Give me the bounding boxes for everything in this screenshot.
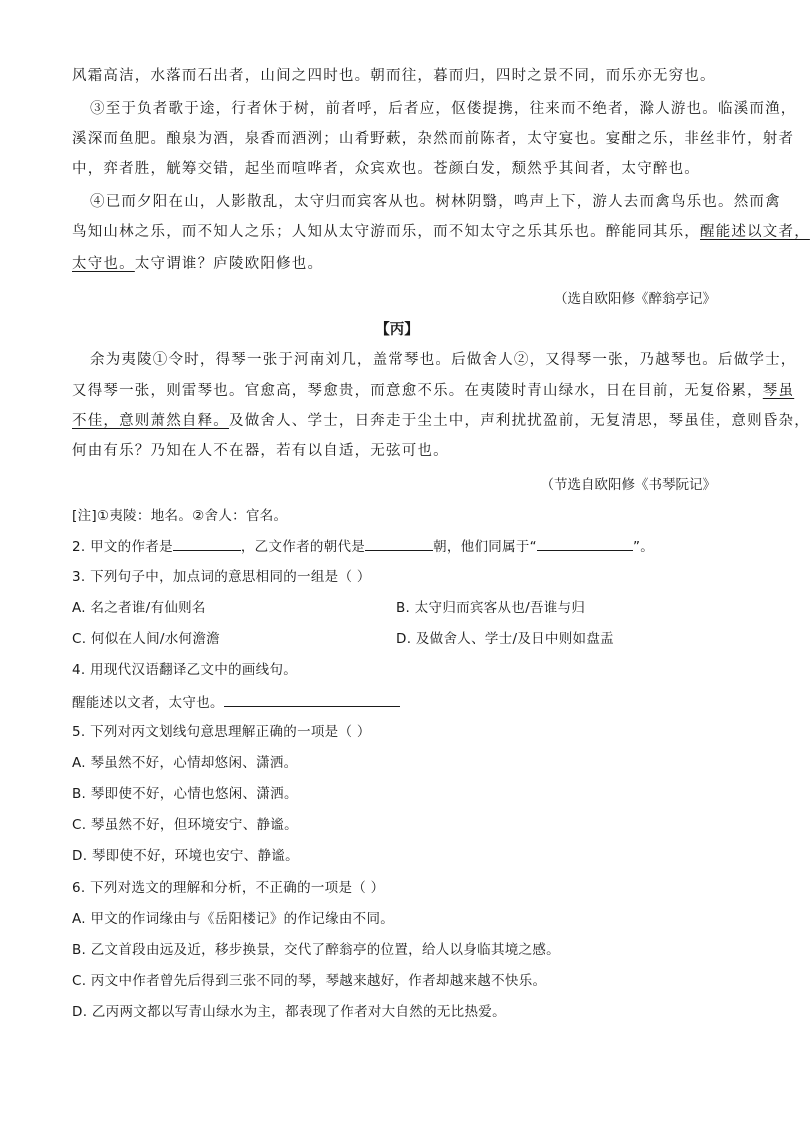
- yi-para3-line-1: ③至于负者歌于途，行者休于树，前者呼，后者应，伛偻提携，往来而不绝者，滁人游也。临溪而渔，: [90, 101, 797, 117]
- q3-option-b[interactable]: B. 太守归而宾客从也/吾谁与归: [396, 600, 586, 616]
- q2-text-b: ，乙文作者的朝代是: [240, 539, 366, 555]
- bing-underlined-part-1: 琴虽: [762, 383, 795, 399]
- q5-option-b[interactable]: B. 琴即使不好，心情也悠闲、潇洒。: [72, 786, 298, 802]
- yi-underlined-sentence-part-1: 醒能述以文者，: [700, 224, 810, 240]
- yi-para4-line-2-text: 鸟知山林之乐，而不知人之乐；人知从太守游而乐，而不知太守之乐其乐也。醉能同其乐，: [72, 224, 700, 240]
- q2-text-c: 朝，他们同属于“: [433, 539, 537, 555]
- q5-option-c[interactable]: C. 琴虽然不好，但环境安宁、静谧。: [72, 817, 298, 833]
- yi-para4-line-3-text: 太守谓谁？庐陵欧阳修也。: [134, 256, 324, 272]
- yi-para4-line-2: [72, 222, 810, 242]
- question-4-stem: 4. 用现代汉语翻译乙文中的画线句。: [72, 662, 298, 678]
- q2-text-a: 2. 甲文的作者是: [72, 539, 173, 555]
- q2-text-d: ”。: [632, 539, 655, 555]
- bing-line-2-text: 又得琴一张，则雷琴也。官愈高，琴愈贵，而意愈不乐。在夷陵时青山绿水，日在目前，无复俗累，: [72, 383, 763, 399]
- bing-line-1: 余为夷陵①令时，得琴一张于河南刘几，盖常琴也。后做舍人②，又得琴一张，乃越琴也。后做学士，: [90, 352, 797, 368]
- q4-sentence: 醒能述以文者，太守也。: [72, 695, 224, 711]
- question-5-stem: 5. 下列对丙文划线句意思理解正确的一项是（ ）: [72, 724, 371, 740]
- q5-option-d[interactable]: D. 琴即使不好，环境也安宁、静谧。: [72, 848, 299, 864]
- annotation-note: [注]①夷陵：地名。②舍人：官名。: [72, 508, 288, 524]
- yi-para4-line-1: ④已而夕阳在山，人影散乱，太守归而宾客从也。树林阴翳，鸣声上下，游人去而禽鸟乐也。然而禽: [90, 194, 781, 210]
- question-6-stem: 6. 下列对选文的理解和分析，不正确的一项是（ ）: [72, 880, 385, 896]
- bing-line-3: [72, 411, 810, 431]
- yi-para3-line-3: 中，弈者胜，觥筹交错，起坐而喧哗者，众宾欢也。苍颜白发，颓然乎其间者，太守醉也。: [72, 161, 700, 177]
- q3-option-c[interactable]: C. 何似在人间/水何澹澹: [72, 631, 220, 647]
- bing-line-2: [72, 381, 795, 401]
- yi-line-1: 风霜高洁，水落而石出者，山间之四时也。朝而往，暮而归，四时之景不同，而乐亦无穷也。: [72, 68, 716, 84]
- yi-source: （选自欧阳修《醉翁亭记》: [554, 291, 716, 307]
- q6-option-b[interactable]: B. 乙文首段由远及近，移步换景，交代了醉翁亭的位置，给人以身临其境之感。: [72, 942, 560, 958]
- q2-blank-dynasty[interactable]: [365, 536, 433, 551]
- yi-underlined-sentence-part-2: 太守也。: [72, 256, 135, 272]
- q2-blank-group[interactable]: [537, 536, 633, 551]
- bing-heading: 【丙】: [375, 322, 419, 338]
- q5-option-a[interactable]: A. 琴虽然不好，心情却悠闲、潇洒。: [72, 755, 298, 771]
- question-2: [72, 536, 732, 557]
- q3-option-d[interactable]: D. 及做舍人、学士/及日中则如盘盂: [396, 631, 614, 647]
- yi-para4-line-3: [72, 254, 732, 274]
- q3-option-a[interactable]: A. 名之者谁/有仙则名: [72, 600, 206, 616]
- bing-source: （节选自欧阳修《书琴阮记》: [540, 477, 716, 493]
- q6-option-c[interactable]: C. 丙文中作者曾先后得到三张不同的琴，琴越来越好，作者却越来越不快乐。: [72, 973, 547, 989]
- question-3-stem: 3. 下列句子中，加点词的意思相同的一组是（ ）: [72, 569, 371, 585]
- q6-option-d[interactable]: D. 乙丙两文都以写青山绿水为主，都表现了作者对大自然的无比热爱。: [72, 1004, 506, 1020]
- bing-line-4: 何由有乐？乃知在人不在器，若有以自适，无弦可也。: [72, 443, 449, 459]
- q4-answer-line: [72, 692, 732, 713]
- q6-option-a[interactable]: A. 甲文的作词缘由与《岳阳楼记》的作记缘由不同。: [72, 911, 395, 927]
- bing-underlined-part-2: 不佳，意则萧然自释。: [72, 413, 229, 429]
- bing-line-3-text: 及做舍人、学士，日奔走于尘土中，声利扰扰盈前，无复清思，琴虽佳，意则昏杂，: [229, 413, 810, 429]
- q4-answer-blank[interactable]: [224, 692, 400, 707]
- yi-para3-line-2: 溪深而鱼肥。酿泉为酒，泉香而酒洌；山肴野蔌，杂然而前陈者，太守宴也。宴酣之乐，非丝非竹，射者: [72, 131, 795, 147]
- q2-blank-author[interactable]: [173, 536, 241, 551]
